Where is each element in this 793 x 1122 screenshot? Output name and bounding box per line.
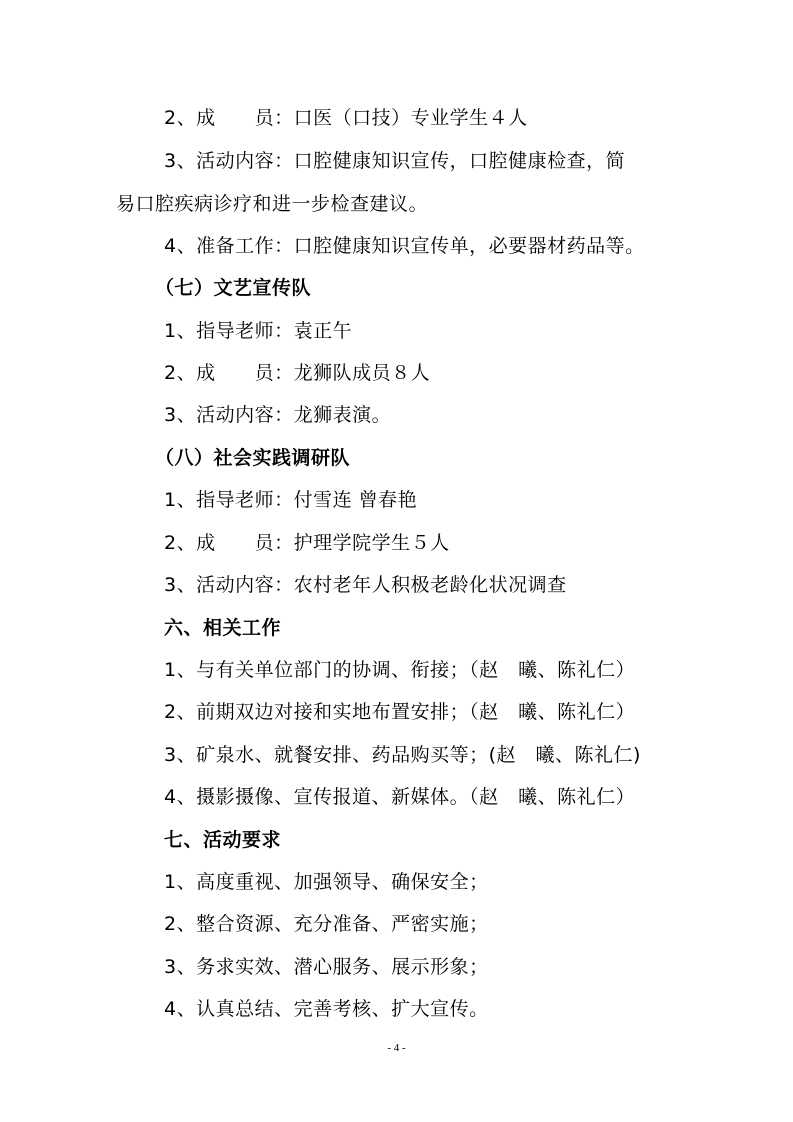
text-line: 1、指导老师：袁正午 <box>164 320 353 342</box>
text-line: 2、成 员：口医（口技）专业学生４人 <box>164 107 528 129</box>
section-heading: （八）社会实践调研队 <box>155 447 351 469</box>
text-line: 易口腔疾病诊疗和进一步检查建议。 <box>116 193 429 215</box>
text-line: 2、成 员：龙狮队成员８人 <box>164 362 431 384</box>
text-line: 4、认真总结、完善考核、扩大宣传。 <box>164 998 489 1020</box>
text-line: 3、务求实效、潜心服务、展示形象； <box>164 956 489 978</box>
text-line: 4、摄影摄像、宣传报道、新媒体。（赵 曦、陈礼仁） <box>164 786 636 808</box>
text-line: 2、成 员：护理学院学生５人 <box>164 532 450 554</box>
text-line: 1、与有关单位部门的协调、衔接；（赵 曦、陈礼仁） <box>164 659 636 681</box>
text-line: 3、活动内容：口腔健康知识宣传，口腔健康检查，简 <box>164 150 626 172</box>
section-heading: 七、活动要求 <box>164 829 282 851</box>
text-line: 1、高度重视、加强领导、确保安全； <box>164 871 489 893</box>
text-line: 2、前期双边对接和实地布置安排；（赵 曦、陈礼仁） <box>164 701 636 723</box>
section-heading: （七）文艺宣传队 <box>155 277 312 299</box>
text-line: 3、活动内容：龙狮表演。 <box>164 404 392 426</box>
text-line: 3、活动内容：农村老年人积极老龄化状况调查 <box>164 574 567 596</box>
page-number: - 4 - <box>387 1042 406 1054</box>
text-line: 2、整合资源、充分准备、严密实施； <box>164 913 489 935</box>
text-line: 4、准备工作：口腔健康知识宣传单，必要器材药品等。 <box>164 235 645 257</box>
section-heading: 六、相关工作 <box>164 617 282 639</box>
text-line: 3、矿泉水、就餐安排、药品购买等；(赵 曦、陈礼仁) <box>164 744 641 766</box>
text-line: 1、指导老师：付雪连 曾春艳 <box>164 489 418 511</box>
